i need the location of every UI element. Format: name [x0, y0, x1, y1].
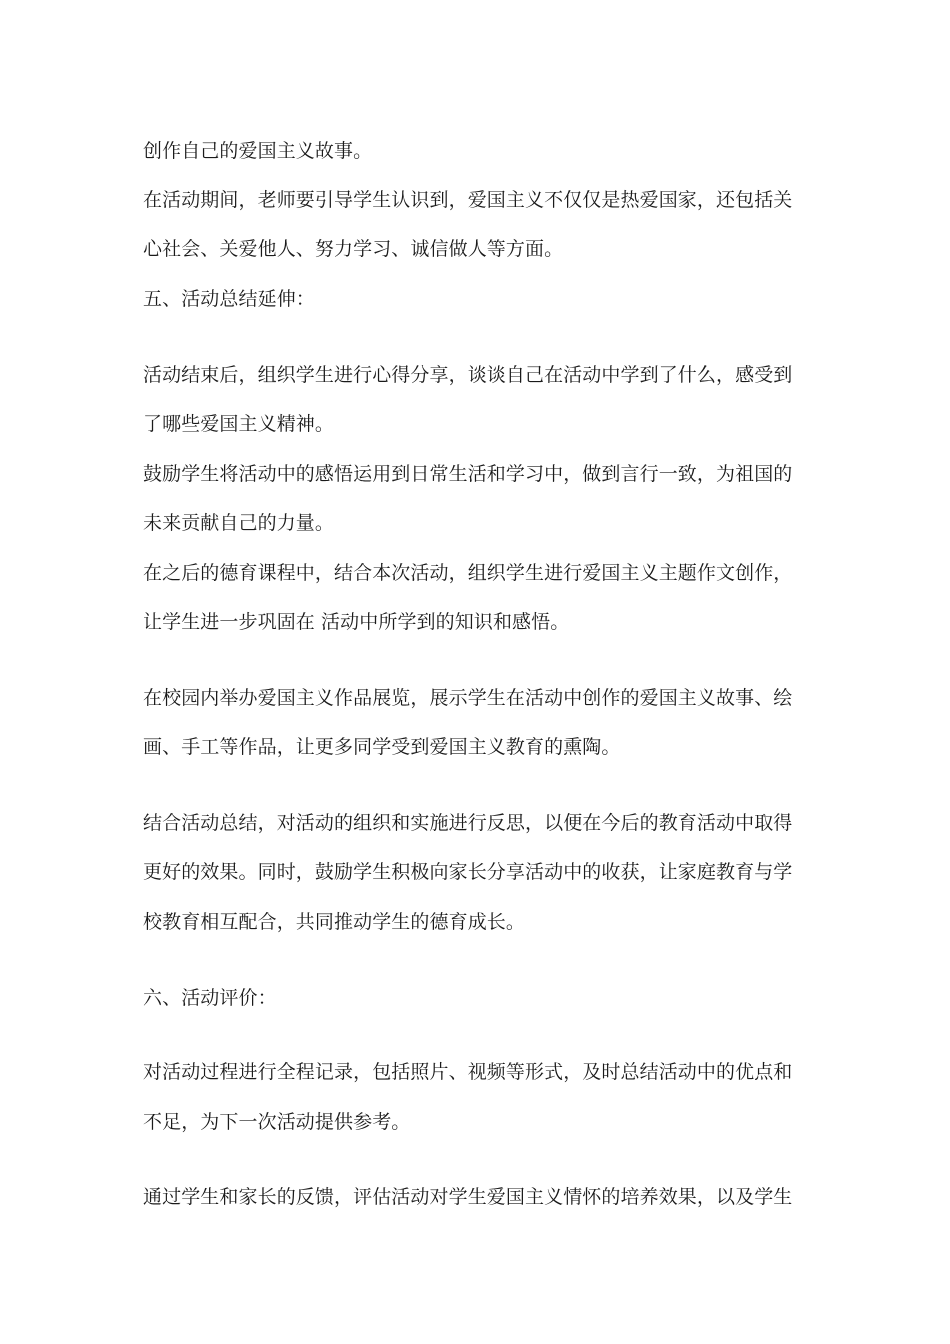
paragraph-line: 在活动期间，老师要引导学生认识到，爱国主义不仅仅是热爱国家，还包括关	[143, 189, 793, 211]
paragraph-line: 对活动过程进行全程记录，包括照片、视频等形式，及时总结活动中的优点和	[143, 1061, 793, 1083]
paragraph-line: 画、手工等作品，让更多同学受到爱国主义教育的熏陶。	[143, 736, 621, 758]
paragraph-line: 让学生进一步巩固在 活动中所学到的知识和感悟。	[143, 611, 570, 633]
section-heading: 六、活动评价：	[143, 987, 277, 1009]
paragraph-line: 更好的效果。同时，鼓励学生积极向家长分享活动中的收获，让家庭教育与学	[143, 861, 793, 883]
paragraph-line: 活动结束后，组织学生进行心得分享，谈谈自己在活动中学到了什么，感受到	[143, 364, 793, 386]
section-heading: 五、活动总结延伸：	[143, 288, 315, 310]
paragraph-line: 未来贡献自己的力量。	[143, 512, 335, 534]
paragraph-line: 心社会、关爱他人、努力学习、诚信做人等方面。	[143, 238, 564, 260]
paragraph-line: 结合活动总结，对活动的组织和实施进行反思，以便在今后的教育活动中取得	[143, 812, 793, 834]
paragraph-line: 校教育相互配合，共同推动学生的德育成长。	[143, 911, 526, 933]
paragraph-line: 通过学生和家长的反馈，评估活动对学生爱国主义情怀的培养效果，以及学生	[143, 1186, 793, 1208]
paragraph-line: 在校园内举办爱国主义作品展览，展示学生在活动中创作的爱国主义故事、绘	[143, 687, 793, 709]
paragraph-line: 在之后的德育课程中，结合本次活动，组织学生进行爱国主义主题作文创作，	[143, 562, 793, 584]
paragraph-line: 不足，为下一次活动提供参考。	[143, 1111, 411, 1133]
paragraph-line: 创作自己的爱国主义故事。	[143, 140, 373, 162]
paragraph-line: 鼓励学生将活动中的感悟运用到日常生活和学习中，做到言行一致，为祖国的	[143, 463, 793, 485]
paragraph-line: 了哪些爱国主义精神。	[143, 413, 335, 435]
